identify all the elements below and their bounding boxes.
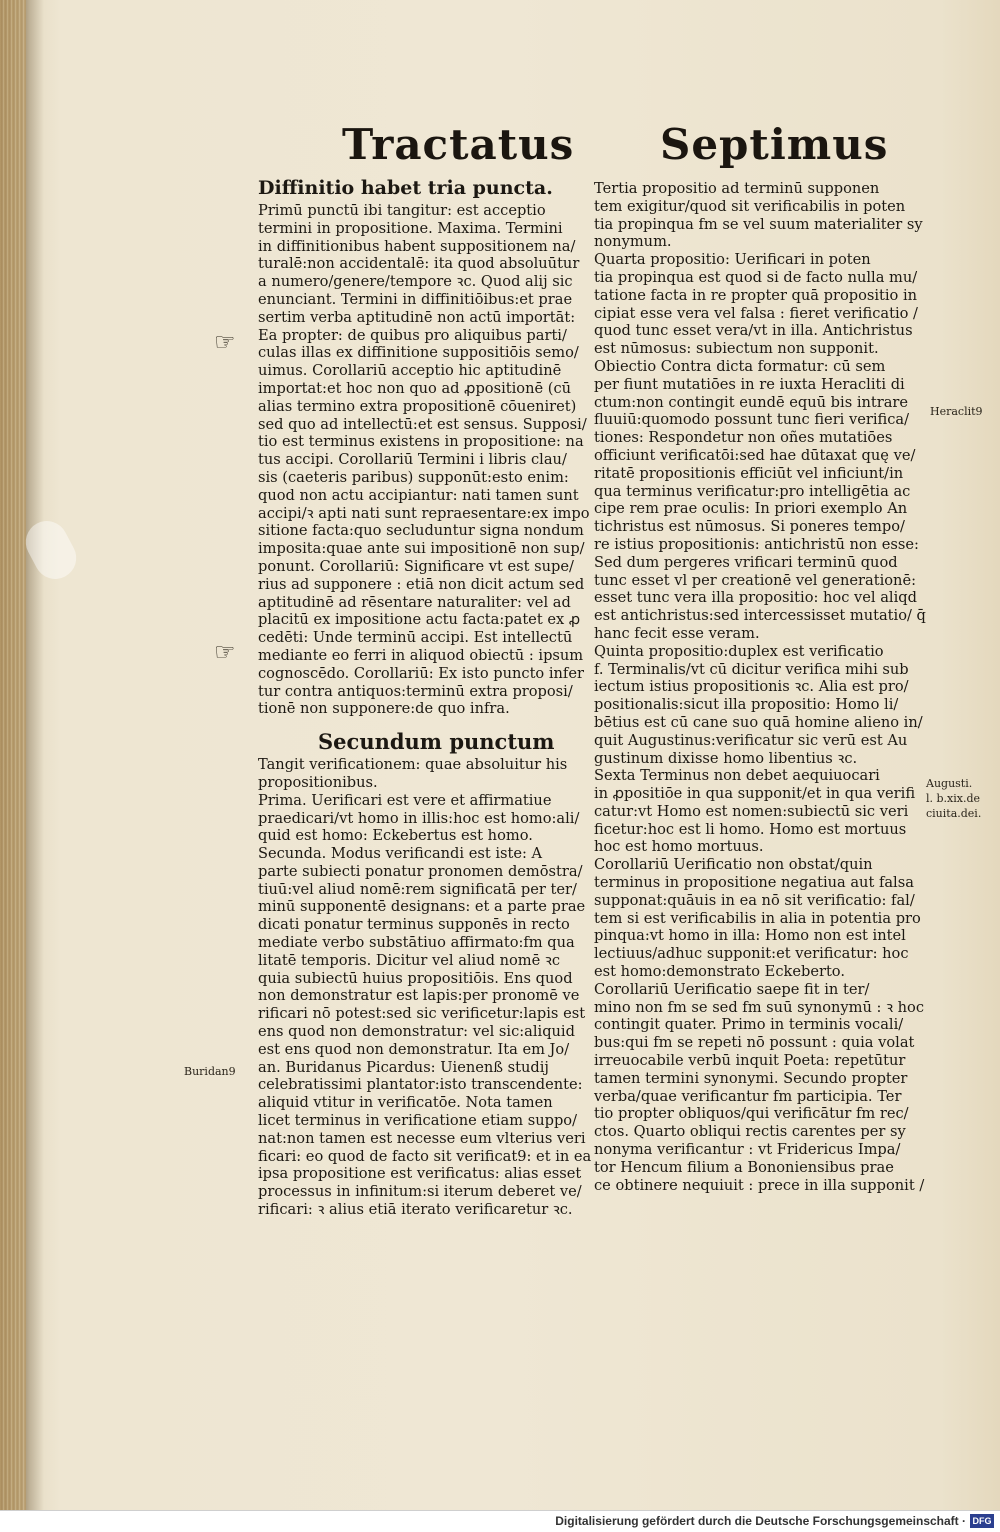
text-line: Quarta propositio: Uerificari in poten	[594, 251, 871, 269]
margin-note-augustine-2: l. b.xix.de	[926, 792, 981, 805]
text-line: an. Buridanus Picardus: Uienenß studij	[258, 1058, 549, 1076]
text-line: quid est homo: Eckebertus est homo.	[258, 827, 533, 845]
left-text-block-2	[258, 756, 591, 1219]
text-line: dicati ponatur terminus supponēs in recto	[258, 916, 570, 934]
footer-bar	[0, 1510, 1000, 1532]
text-line: est nūmosus: subiectum non supponit.	[594, 340, 879, 358]
text-line: ficetur:hoc est li homo. Homo est mortuus	[594, 820, 907, 838]
text-line: celebratissimi plantator:isto transcendente:	[258, 1076, 583, 1094]
text-line: tiones: Respondetur non oñes mutatiōes	[594, 429, 893, 447]
text-line: alias termino extra propositionē cōueniret)	[258, 397, 577, 415]
text-line: rificari nō potest:sed sic verificetur:lapis est	[258, 1005, 586, 1023]
text-line: tunc esset vl per creationē vel generationē:	[594, 571, 917, 589]
text-line: re istius propositionis: antichristū non esse:	[594, 535, 919, 553]
left-text-block-1	[258, 202, 591, 718]
text-line: terminus in propositione negatiua aut falsa	[594, 874, 914, 892]
text-line: gustinum dixisse homo libentius ꝛc.	[594, 749, 858, 767]
text-line: irreuocabile verbū inquit Poeta: repetūtur	[594, 1052, 906, 1070]
text-line: tiuū:vel aliud nomē:rem significatā per ter/	[258, 880, 577, 898]
section-title: Diffinitio habet tria puncta.	[258, 177, 553, 199]
text-line: ritatē propositionis efficiūt vel inficiunt/in	[594, 464, 904, 482]
text-line: ens quod non demonstratur: vel sic:aliquid	[258, 1023, 575, 1041]
text-line: rificari: ꝛ alius etiā iterato verificaretur ꝛc.	[258, 1201, 573, 1219]
text-line: tio propter obliquos/qui verificātur fm rec/	[594, 1105, 909, 1123]
text-line: mediate verbo substātiuo affirmato:fm qua	[258, 934, 575, 952]
text-line: Corollariū Uerificatio non obstat/quin	[594, 856, 873, 874]
right-text-block	[594, 180, 926, 1194]
footer-credit: Digitalisierung gefördert durch die Deutsche Forschungsgemeinschaft ·	[555, 1514, 966, 1528]
text-line: cipe rem prae oculis: In priori exemplo An	[594, 500, 908, 518]
text-line: lectiuus/adhuc supponit:et verificatur: hoc	[594, 945, 909, 963]
text-line: quit Augustinus:verificatur sic verū est Au	[594, 731, 908, 749]
text-line: tem si est verificabilis in alia in potentia pro	[594, 909, 921, 927]
text-line: quod non actu accipiantur: nati tamen sunt	[258, 486, 579, 504]
text-line: sitione facta:quo secluduntur signa nondum	[258, 522, 584, 540]
text-line: nat:non tamen est necesse eum vlterius veri	[258, 1129, 586, 1147]
text-line: tur contra antiquos:terminū extra proposi/	[258, 682, 573, 700]
text-line: hanc fecit esse veram.	[594, 624, 760, 642]
text-line: tio est terminus existens in propositione: na	[258, 433, 584, 451]
text-line: ctum:non contingit eundē equū bis intrare	[594, 393, 909, 411]
text-line: est ens quod non demonstratur. Ita em Jo/	[258, 1040, 570, 1058]
text-line: qua terminus verificatur:pro intelligētia ac	[594, 482, 911, 500]
text-line: tatione facta in re propter quā propositio in	[594, 286, 918, 304]
text-line: bētius est cū cane suo quā homine alieno in/	[594, 713, 923, 731]
text-line: officiunt verificatōi:sed hae dūtaxat quę ve/	[594, 446, 916, 464]
text-line: esset tunc vera illa propositio: hoc vel aliqd	[594, 589, 917, 607]
text-line: positionalis:sicut illa propositio: Homo li/	[594, 696, 899, 714]
text-line: nonyma verificantur : vt Fridericus Impa/	[594, 1141, 901, 1159]
section-subheading: Secundum punctum	[318, 729, 555, 755]
text-line: aliquid vtitur in verificatōe. Nota tamen	[258, 1094, 553, 1112]
text-line: propositionibus.	[258, 773, 378, 791]
dfg-logo: DFG	[970, 1514, 994, 1528]
text-line: accipi/ꝛ apti nati sunt repraesentare:ex impo	[258, 504, 590, 522]
text-line: quod tunc esset vera/vt in illa. Antichristus	[594, 322, 913, 340]
text-line: Ea propter: de quibus pro aliquibus parti/	[258, 326, 567, 344]
text-line: ipsa propositione est verificatus: alias esset	[258, 1165, 582, 1183]
text-line: quia subiectū huius propositiōis. Ens quod	[258, 969, 573, 987]
text-line: est homo:demonstrato Eckeberto.	[594, 963, 845, 981]
left-text-column	[258, 176, 591, 1219]
text-line: in ꝓpositiōe in qua supponit/et in qua verifi	[594, 785, 916, 803]
text-line: supponat:quāuis in ea nō sit verificatio: fal/	[594, 891, 915, 909]
text-line: Secunda. Modus verificandi est iste: A	[258, 845, 543, 863]
margin-note-augustine-1: Augusti.	[926, 777, 973, 790]
text-line: Tangit verificationem: quae absoluitur his	[258, 756, 568, 774]
text-line: tem exigitur/quod sit verificabilis in poten	[594, 197, 906, 215]
text-line: importat:et hoc non quo ad ꝓpositionē (cū	[258, 379, 572, 397]
text-line: tus accipi. Corollariū Termini i libris clau/	[258, 451, 567, 469]
text-line: Primū punctū ibi tangitur: est acceptio	[258, 202, 546, 219]
text-line: fluuiū:quomodo possunt tunc fieri verifica/	[594, 411, 910, 429]
pointing-hand-icon: ☞	[214, 638, 236, 666]
text-line: Sexta Terminus non debet aequiuocari	[594, 767, 880, 785]
margin-note-heraclitus: Heraclit9	[930, 405, 983, 418]
text-line: iectum istius propositionis ꝛc. Alia est pro/	[594, 678, 909, 696]
right-text-column	[594, 180, 926, 1194]
margin-note-buridan: Buridan9	[184, 1065, 236, 1078]
text-line: verba/quae verificantur fm participia. Ter	[594, 1087, 902, 1105]
text-line: tionē non supponere:de quo infra.	[258, 700, 510, 718]
text-line: ponunt. Corollariū: Significare vt est supe/	[258, 557, 574, 575]
text-line: Sed dum pergeres vrificari terminū quod	[594, 553, 898, 571]
text-line: termini in propositione. Maxima. Termini	[258, 219, 563, 237]
text-line: placitū ex impositione actu facta:patet ex ꝓ	[258, 611, 581, 629]
text-line: Obiectio Contra dicta formatur: cū sem	[594, 357, 886, 375]
text-line: bus:qui fm se repeti nō possunt : quia volat	[594, 1034, 915, 1052]
text-line: f. Terminalis/vt cū dicitur verifica mihi sub	[594, 660, 909, 678]
text-line: mino non fm se sed fm suū synonymū : ꝛ hoc	[594, 998, 925, 1016]
text-line: pinqua:vt homo in illa: Homo non est intel	[594, 927, 906, 945]
text-line: cognoscēdo. Corollariū: Ex isto puncto infer	[258, 664, 584, 682]
running-head-right: Septimus	[660, 120, 889, 169]
text-line: parte subiecti ponatur pronomen demōstra/	[258, 862, 583, 880]
text-line: processus in infinitum:si iterum deberet ve/	[258, 1183, 582, 1201]
text-line: nonymum.	[594, 233, 672, 251]
text-line: ce obtinere nequiuit : prece in illa supponit /	[594, 1176, 925, 1194]
text-line: Corollariū Uerificatio saepe fit in ter/	[594, 980, 870, 998]
text-line: in diffinitionibus habent suppositionem na/	[258, 237, 576, 255]
text-line: catur:vt Homo est nomen:subiectū sic veri	[594, 802, 909, 820]
gutter-shadow	[26, 0, 44, 1510]
text-line: uimus. Corollariū acceptio hic aptitudinē	[258, 362, 562, 380]
text-line: rius ad supponere : etiā non dicit actum sed	[258, 575, 585, 593]
text-line: sed quo ad intellectū:et est sensus. Supposi/	[258, 415, 587, 433]
text-line: contingit quater. Primo in terminis vocali/	[594, 1016, 904, 1034]
text-line: culas illas ex diffinitione suppositiōis semo/	[258, 344, 579, 362]
text-line: non demonstratur est lapis:per pronomē ve	[258, 987, 580, 1005]
text-line: Quinta propositio:duplex est verificatio	[594, 642, 884, 660]
text-line: praedicari/vt homo in illis:hoc est homo:ali/	[258, 809, 580, 827]
pointing-hand-icon: ☞	[214, 328, 236, 356]
text-line: turalē:non accidentalē: ita quod absoluūtur	[258, 255, 580, 273]
book-page-edges	[0, 0, 26, 1510]
text-line: est antichristus:sed intercessisset mutatio/ q̄	[594, 607, 926, 625]
text-line: ficari: eo quod de facto sit verificat9: et in ea	[258, 1147, 592, 1165]
text-line: hoc est homo mortuus.	[594, 838, 764, 856]
text-line: minū supponentē designans: et a parte prae	[258, 898, 586, 916]
text-line: sis (caeteris paribus) supponūt:esto enim:	[258, 468, 569, 486]
text-line: Prima. Uerificari est vere et affirmatiue	[258, 791, 552, 809]
text-line: per fiunt mutatiōes in re iuxta Heracliti di	[594, 375, 905, 393]
text-line: cedēti: Unde terminū accipi. Est intellectū	[258, 629, 573, 647]
text-line: a numero/genere/tempore ꝛc. Quod alij sic	[258, 273, 573, 291]
text-line: tichristus est nūmosus. Si poneres tempo/	[594, 518, 905, 536]
text-line: tia propinqua fm se vel suum materialiter sy	[594, 215, 923, 233]
text-line: Tertia propositio ad terminū supponen	[594, 180, 880, 197]
text-line: aptitudinē ad rēsentare naturaliter: vel ad	[258, 593, 571, 611]
text-line: enunciant. Termini in diffinitiōibus:et prae	[258, 290, 573, 308]
running-head-left: Tractatus	[342, 120, 575, 169]
text-line: ctos. Quarto obliqui rectis carentes per sy	[594, 1123, 906, 1141]
text-line: litatē temporis. Dicitur vel aliud nomē ꝛc	[258, 951, 560, 969]
text-line: imposita:quae ante sui impositionē non sup/	[258, 540, 585, 558]
margin-note-augustine-3: ciuita.dei.	[926, 807, 982, 820]
text-line: cipiat esse vera vel falsa : fieret verificatio /	[594, 304, 918, 322]
text-line: mediante eo ferri in aliquod obiectū : ipsum	[258, 646, 584, 664]
text-line: tamen termini synonymi. Secundo propter	[594, 1069, 908, 1087]
text-line: tor Hencum filium a Bononiensibus prae	[594, 1158, 894, 1176]
text-line: sertim verba aptitudinē non actū importāt:	[258, 308, 576, 326]
text-line: tia propinqua est quod si de facto nulla mu/	[594, 268, 918, 286]
text-line: licet terminus in verificatione etiam suppo/	[258, 1112, 578, 1130]
